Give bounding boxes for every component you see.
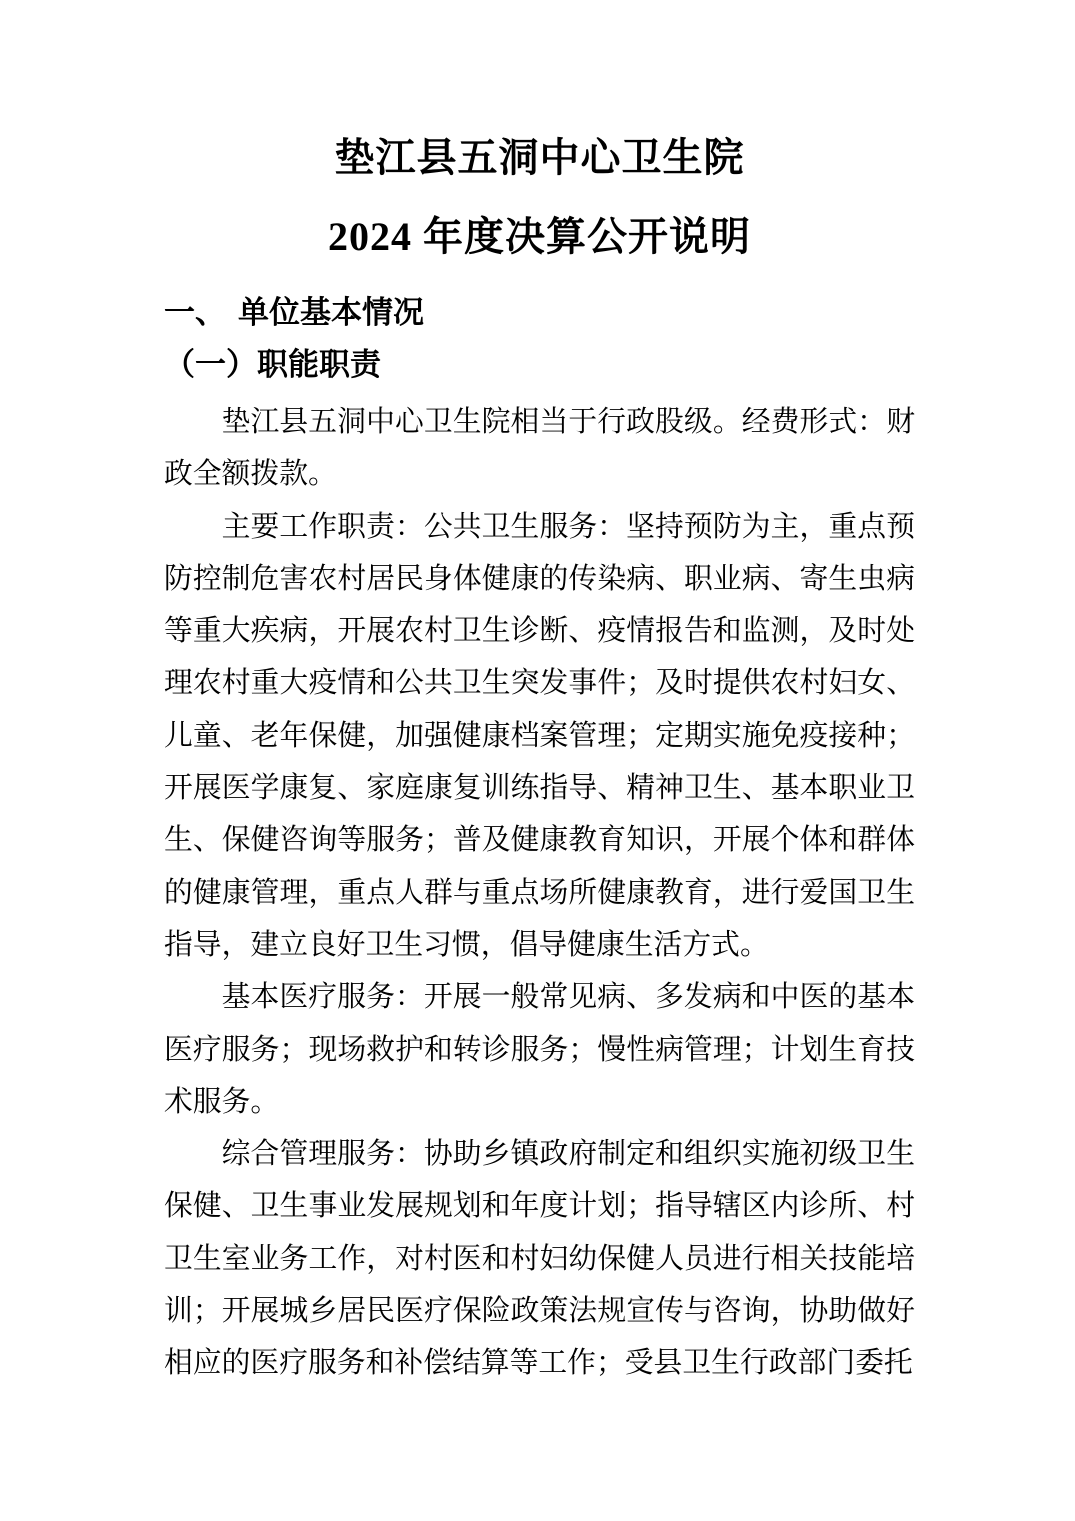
paragraph-funding: 垫江县五洞中心卫生院相当于行政股级。经费形式：财政全额拨款。 bbox=[164, 406, 915, 491]
paragraph-comprehensive-management: 综合管理服务：协助乡镇政府制定和组织实施初级卫生保健、卫生事业发展规划和年度计划；指导辖区内诊所、村卫生室业务工作，对村医和村妇幼保健人员进行相关技能培训；开展城乡居民医疗保险政策法规宣传与咨询，协助做好相应的医疗服务和补偿结算等工作；受县卫生行政部门委托 bbox=[164, 1138, 915, 1380]
subsection-heading: （一）职能职责 bbox=[164, 347, 381, 382]
document-title-line-2: 2024 年度决算公开说明 bbox=[328, 214, 751, 259]
document-body bbox=[164, 396, 915, 1390]
paragraph-basic-medical-services: 基本医疗服务：开展一般常见病、多发病和中医的基本医疗服务；现场救护和转诊服务；慢性病管理；计划生育技术服务。 bbox=[164, 981, 915, 1118]
section-label: 单位基本情况 bbox=[238, 295, 424, 330]
section-heading bbox=[164, 287, 915, 339]
section-number: 一、 bbox=[164, 295, 226, 330]
paragraph-public-health-duties: 主要工作职责：公共卫生服务：坚持预防为主，重点预防控制危害农村居民身体健康的传染病、职业病、寄生虫病等重大疾病，开展农村卫生诊断、疫情报告和监测，及时处理农村重大疫情和公共卫生突发事件；及时提供农村妇女、儿童、老年保健，加强健康档案管理；定期实施免疫接种；开展医学康复、家庭康复训练指导、精神卫生、基本职业卫生、保健咨询等服务；普及健康教育知识，开展个体和群体的健康管理，重点人群与重点场所健康教育，进行爱国卫生指导，建立良好卫生习惯，倡导健康生活方式。 bbox=[164, 510, 915, 961]
document-title-line-1: 垫江县五洞中心卫生院 bbox=[334, 135, 745, 180]
